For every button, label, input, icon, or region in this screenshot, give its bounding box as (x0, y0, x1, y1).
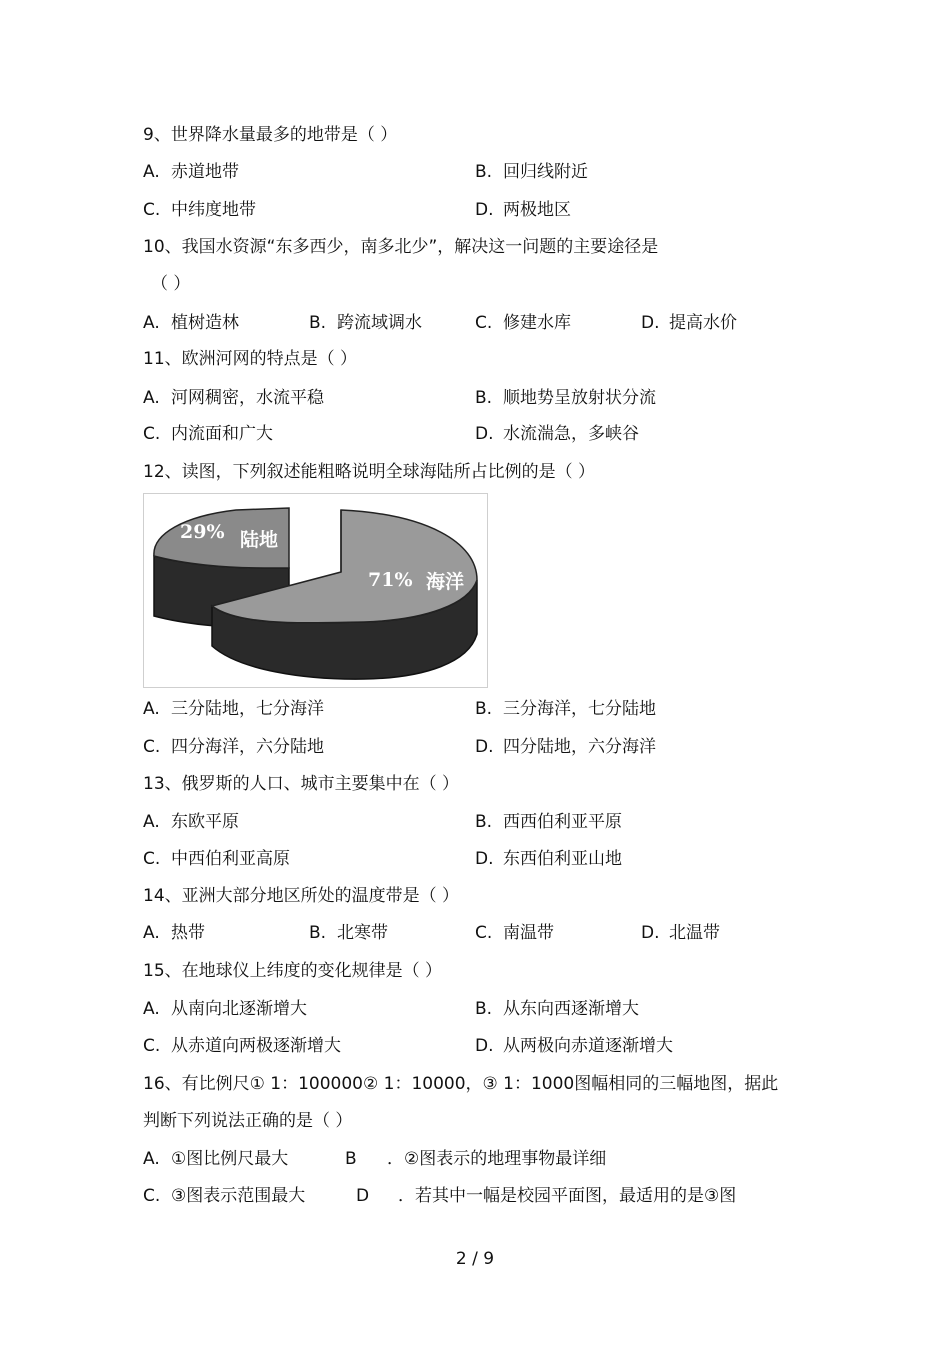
q14-option-a: A. 热带 (143, 923, 205, 943)
q15-option-c: C. 从赤道向两极逐渐增大 (143, 1036, 341, 1056)
land-percent-label: 29% (180, 521, 225, 543)
q11-option-c: C. 内流面和广大 (143, 424, 273, 444)
q15-option-b: B. 从东向西逐渐增大 (475, 999, 639, 1019)
q10-stem-cont: （ ） (151, 274, 191, 294)
land-text-label: 陆地 (240, 529, 279, 551)
q11-stem: 11、欧洲河网的特点是（ ） (143, 349, 358, 369)
land-ocean-pie-chart (144, 494, 487, 687)
ocean-percent-label: 71% (368, 569, 413, 591)
q10-option-c: C. 修建水库 (475, 313, 571, 333)
q16-option-d: D ．若其中一幅是校园平面图，最适用的是③图 (356, 1186, 737, 1206)
q14-option-c: C. 南温带 (475, 923, 554, 943)
q12-option-d: D. 四分陆地，六分海洋 (475, 737, 656, 757)
q16-option-a: A. ①图比例尺最大 (143, 1149, 289, 1169)
q12-option-a: A. 三分陆地，七分海洋 (143, 699, 324, 719)
q12-option-c: C. 四分海洋，六分陆地 (143, 737, 324, 757)
q9-stem: 9、世界降水量最多的地带是（ ） (143, 125, 398, 145)
q16-option-c: C. ③图表示范围最大 (143, 1186, 306, 1206)
q15-option-d: D. 从两极向赤道逐渐增大 (475, 1036, 673, 1056)
q10-option-b: B. 跨流域调水 (309, 313, 422, 333)
q11-option-a: A. 河网稠密，水流平稳 (143, 388, 324, 408)
q9-option-a: A. 赤道地带 (143, 162, 239, 182)
page-number: 2 / 9 (455, 1249, 495, 1269)
q14-option-b: B. 北寒带 (309, 923, 388, 943)
q9-option-b: B. 回归线附近 (475, 162, 588, 182)
land-ocean-pie-figure (143, 493, 488, 688)
q13-option-a: A. 东欧平原 (143, 812, 239, 832)
q9-option-c: C. 中纬度地带 (143, 200, 256, 220)
q12-option-b: B. 三分海洋，七分陆地 (475, 699, 656, 719)
q14-option-d: D. 北温带 (641, 923, 720, 943)
q11-option-d: D. 水流湍急，多峡谷 (475, 424, 639, 444)
q13-option-b: B. 西西伯利亚平原 (475, 812, 622, 832)
q13-option-c: C. 中西伯利亚高原 (143, 849, 290, 869)
q16-option-b: B ．②图表示的地理事物最详细 (345, 1149, 607, 1169)
q9-option-d: D. 两极地区 (475, 200, 571, 220)
q10-option-d: D. 提高水价 (641, 313, 737, 333)
q15-stem: 15、在地球仪上纬度的变化规律是（ ） (143, 961, 443, 981)
q12-stem: 12、读图，下列叙述能粗略说明全球海陆所占比例的是（ ） (143, 462, 596, 482)
q13-option-d: D. 东西伯利亚山地 (475, 849, 622, 869)
q11-option-b: B. 顺地势呈放射状分流 (475, 388, 656, 408)
ocean-text-label: 海洋 (426, 571, 465, 593)
q10-option-a: A. 植树造林 (143, 313, 239, 333)
q16-stem-cont: 判断下列说法正确的是（ ） (143, 1111, 353, 1131)
q13-stem: 13、俄罗斯的人口、城市主要集中在（ ） (143, 774, 460, 794)
q10-stem: 10、我国水资源“东多西少，南多北少”，解决这一问题的主要途径是 (143, 237, 659, 257)
q15-option-a: A. 从南向北逐渐增大 (143, 999, 307, 1019)
q16-stem: 16、有比例尺① 1：100000② 1：10000，③ 1：1000图幅相同的三幅地图，据此 (143, 1074, 779, 1094)
q14-stem: 14、亚洲大部分地区所处的温度带是（ ） (143, 886, 460, 906)
